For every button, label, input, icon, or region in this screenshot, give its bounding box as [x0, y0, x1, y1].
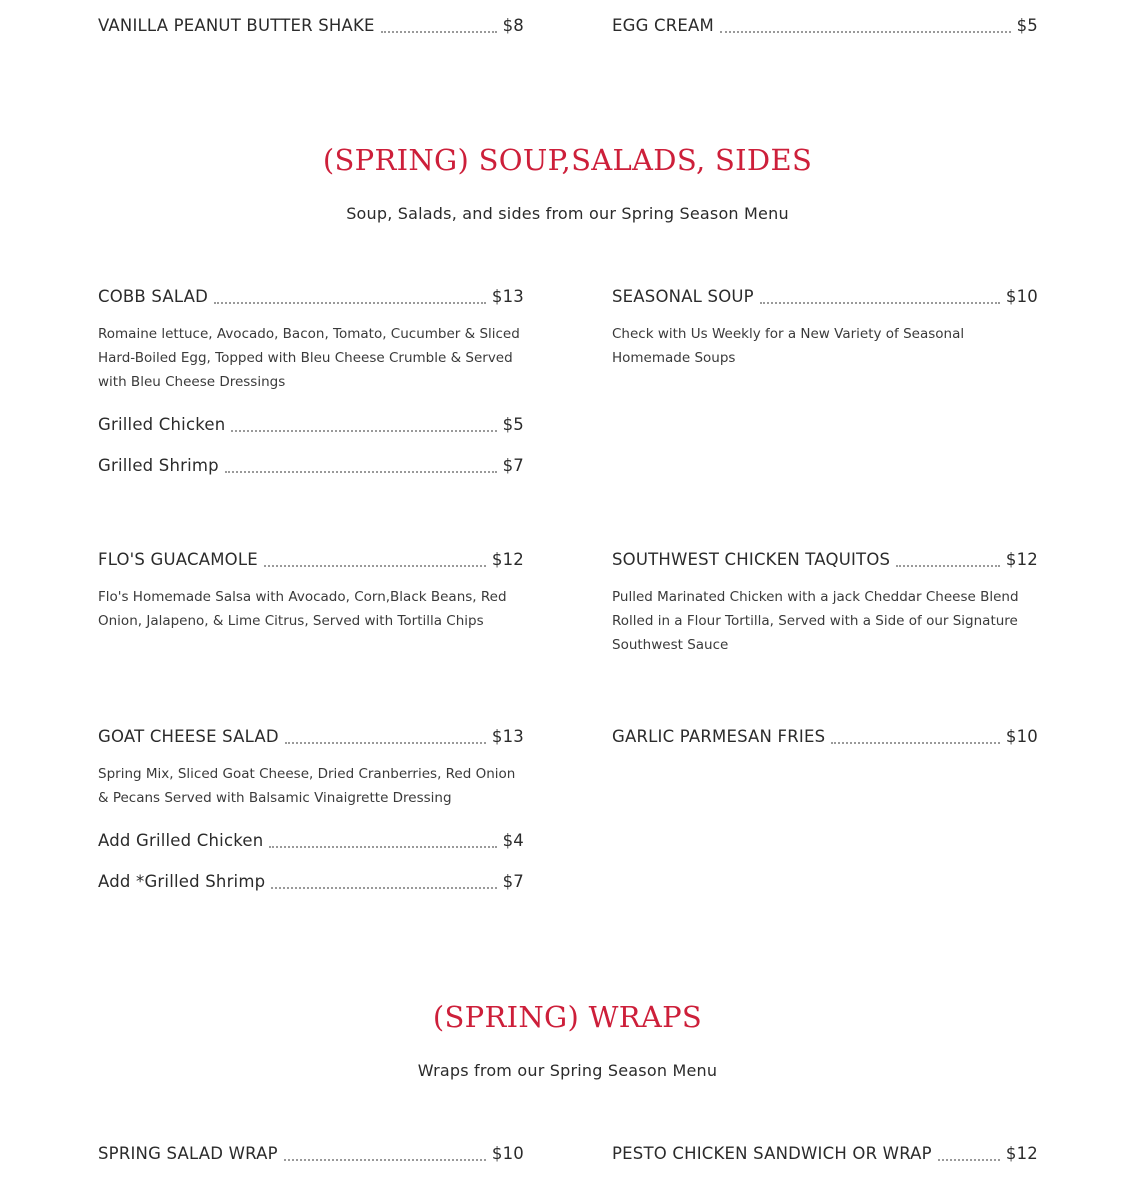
- menu-item-vanilla-peanut-butter-shake: [98, 18, 524, 35]
- item-name: PESTO CHICKEN SANDWICH OR WRAP: [612, 1144, 932, 1163]
- addon-price: $5: [502, 415, 524, 434]
- menu-item-flos-guacamole: [98, 552, 524, 569]
- leader-dots: [231, 430, 496, 432]
- menu-item-seasonal-soup: [612, 289, 1038, 306]
- item-name: VANILLA PEANUT BUTTER SHAKE: [98, 16, 375, 35]
- leader-dots: [381, 31, 497, 33]
- leader-dots: [271, 887, 496, 889]
- item-price: $10: [1005, 727, 1038, 746]
- leader-dots: [264, 565, 486, 567]
- item-name: COBB SALAD: [98, 287, 209, 306]
- section-title-wraps: (SPRING) WRAPS: [432, 1000, 703, 1034]
- leader-dots: [269, 846, 496, 848]
- section-title-soups: (SPRING) SOUP,SALADS, SIDES: [322, 143, 813, 177]
- addon-grilled-shrimp: [98, 458, 524, 475]
- addon-price: $7: [502, 456, 524, 475]
- item-price: $5: [1016, 16, 1038, 35]
- leader-dots: [720, 31, 1011, 33]
- menu-item-egg-cream: [612, 18, 1038, 35]
- menu-item-spring-salad-wrap: [98, 1146, 524, 1163]
- addon-name: Add Grilled Chicken: [98, 831, 264, 850]
- leader-dots: [896, 565, 1000, 567]
- leader-dots: [214, 302, 486, 304]
- item-price: $8: [502, 16, 524, 35]
- leader-dots: [285, 742, 486, 744]
- item-price: $10: [1005, 287, 1038, 306]
- addon-add-grilled-shrimp: [98, 874, 524, 891]
- item-name: SOUTHWEST CHICKEN TAQUITOS: [612, 550, 891, 569]
- item-price: $10: [491, 1144, 524, 1163]
- item-price: $12: [1005, 1144, 1038, 1163]
- item-description: Romaine lettuce, Avocado, Bacon, Tomato, Cucumber & Sliced Hard-Boiled Egg, Topped with Bleu Cheese Crumble & Served with Bleu Cheese Dressings: [98, 326, 520, 390]
- item-description: Flo's Homemade Salsa with Avocado, Corn,Black Beans, Red Onion, Jalapeno, & Lime Citrus, Served with Tortilla Chips: [98, 589, 507, 629]
- leader-dots: [284, 1159, 486, 1161]
- item-description: Pulled Marinated Chicken with a jack Cheddar Cheese Blend Rolled in a Flour Tortilla, Served with a Side of our Signature Southwest Sauce: [612, 589, 1019, 653]
- leader-dots: [831, 742, 1000, 744]
- item-name: SEASONAL SOUP: [612, 287, 754, 306]
- menu-item-cobb-salad: [98, 289, 524, 306]
- item-price: $12: [1005, 550, 1038, 569]
- item-name: GOAT CHEESE SALAD: [98, 727, 279, 746]
- addon-price: $7: [502, 872, 524, 891]
- item-price: $13: [491, 727, 524, 746]
- item-price: $13: [491, 287, 524, 306]
- item-description: Spring Mix, Sliced Goat Cheese, Dried Cranberries, Red Onion & Pecans Served with Balsamic Vinaigrette Dressing: [98, 766, 516, 806]
- item-name: SPRING SALAD WRAP: [98, 1144, 278, 1163]
- section-subtitle-soups: Soup, Salads, and sides from our Spring Season Menu: [346, 204, 789, 223]
- section-subtitle-wraps: Wraps from our Spring Season Menu: [417, 1061, 718, 1080]
- item-description: Check with Us Weekly for a New Variety of Seasonal Homemade Soups: [612, 326, 965, 366]
- addon-name: Grilled Shrimp: [98, 456, 219, 475]
- addon-name: Grilled Chicken: [98, 415, 226, 434]
- addon-price: $4: [502, 831, 524, 850]
- item-name: GARLIC PARMESAN FRIES: [612, 727, 826, 746]
- item-price: $12: [491, 550, 524, 569]
- addon-add-grilled-chicken: [98, 833, 524, 850]
- menu-item-garlic-parmesan-fries: [612, 729, 1038, 746]
- item-name: EGG CREAM: [612, 16, 714, 35]
- leader-dots: [938, 1159, 1000, 1161]
- item-name: FLO'S GUACAMOLE: [98, 550, 258, 569]
- addon-name: Add *Grilled Shrimp: [98, 872, 266, 891]
- addon-grilled-chicken: [98, 417, 524, 434]
- menu-item-southwest-chicken-taquitos: [612, 552, 1038, 569]
- menu-item-goat-cheese-salad: [98, 729, 524, 746]
- leader-dots: [225, 471, 497, 473]
- leader-dots: [760, 302, 1000, 304]
- menu-item-pesto-chicken-sandwich-or-wrap: [612, 1146, 1038, 1163]
